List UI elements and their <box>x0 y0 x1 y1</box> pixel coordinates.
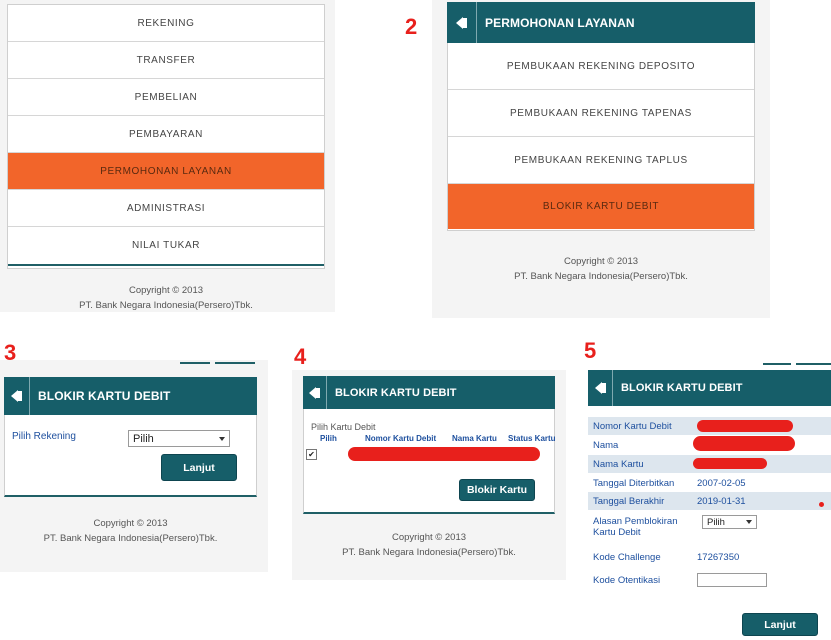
step-number-2: 2 <box>405 14 418 39</box>
copyright-line: Copyright © 2013 <box>93 518 168 529</box>
step-number-5: 5 <box>584 338 597 363</box>
chevron-down-icon <box>746 520 752 524</box>
menu-item-deposito[interactable]: PEMBUKAAN REKENING DEPOSITO <box>448 43 754 90</box>
nama-label: Nama <box>593 440 619 451</box>
menu-item-administrasi[interactable]: ADMINISTRASI <box>8 190 324 227</box>
main-menu <box>7 4 325 269</box>
redacted-nama-kartu <box>693 458 767 469</box>
step-number-3: 3 <box>4 340 17 365</box>
copyright-3 <box>4 516 257 546</box>
chevron-down-icon <box>219 437 225 441</box>
alasan-select[interactable] <box>702 515 757 529</box>
copyright-2 <box>447 254 755 284</box>
kode-challenge-label: Kode Challenge <box>593 552 661 563</box>
col-nomor-kartu: Nomor Kartu Debit <box>365 434 437 443</box>
redacted-nomor-kartu <box>697 420 793 432</box>
page-title: PERMOHONAN LAYANAN <box>485 15 635 30</box>
kode-challenge-value: 17267350 <box>697 552 740 563</box>
copyright-4 <box>303 530 555 560</box>
menu-item-permohonan-layanan[interactable]: PERMOHONAN LAYANAN <box>8 153 324 190</box>
permohonan-header <box>447 2 755 43</box>
select-value: Pilih <box>133 432 154 445</box>
menu-item-pembelian[interactable]: PEMBELIAN <box>8 79 324 116</box>
menu-item-tapenas[interactable]: PEMBUKAAN REKENING TAPENAS <box>448 90 754 137</box>
section-title: Pilih Kartu Debit <box>311 422 376 432</box>
select-value: Pilih <box>707 516 725 528</box>
permohonan-menu <box>447 43 755 231</box>
menu-item-pembayaran[interactable]: PEMBAYARAN <box>8 116 324 153</box>
page-title: BLOKIR KARTU DEBIT <box>335 386 457 399</box>
copyright-line: Copyright © 2013 <box>563 256 639 267</box>
back-button[interactable] <box>588 370 613 406</box>
menu-item-blokir-kartu-debit[interactable]: BLOKIR KARTU DEBIT <box>448 184 754 229</box>
redacted-card-row <box>348 447 540 461</box>
redacted-nama <box>693 436 795 451</box>
menu-bottom-bar <box>8 264 324 266</box>
blokir-header-5 <box>588 370 831 406</box>
page-title: BLOKIR KARTU DEBIT <box>621 382 743 394</box>
top-tab-stub <box>796 363 831 365</box>
col-pilih: Pilih <box>320 434 337 443</box>
menu-item-nilai-tukar[interactable]: NILAI TUKAR <box>8 227 324 264</box>
copyright-1 <box>7 283 325 313</box>
back-arrow-icon <box>309 387 320 399</box>
copyright-line: Copyright © 2013 <box>391 532 467 543</box>
menu-item-taplus[interactable]: PEMBUKAAN REKENING TAPLUS <box>448 137 754 184</box>
tanggal-berakhir-value: 2019-01-31 <box>697 496 746 507</box>
blokir-header-3 <box>4 377 257 415</box>
company-line: PT. Bank Negara Indonesia(Persero)Tbk. <box>43 533 218 544</box>
tanggal-berakhir-label: Tanggal Berakhir <box>593 496 665 507</box>
blokir-kartu-button[interactable]: Blokir Kartu <box>459 479 535 501</box>
tanggal-diterbitkan-label: Tanggal Diterbitkan <box>593 478 675 489</box>
checkmark-icon: ✔ <box>308 450 315 459</box>
nomor-kartu-label: Nomor Kartu Debit <box>593 421 672 432</box>
alasan-pemblokiran-label: Alasan Pemblokiran Kartu Debit <box>593 516 678 538</box>
back-arrow-icon <box>11 390 22 402</box>
company-line: PT. Bank Negara Indonesia(Persero)Tbk. <box>79 300 253 311</box>
copyright-line: Copyright © 2013 <box>128 285 204 296</box>
top-tab-stub <box>180 362 210 364</box>
top-tab-stub <box>763 363 791 365</box>
step-number-4: 4 <box>294 344 307 369</box>
back-button[interactable] <box>4 377 30 415</box>
lanjut-button[interactable]: Lanjut <box>742 613 818 636</box>
back-button[interactable] <box>447 2 477 43</box>
card-checkbox[interactable] <box>306 449 317 460</box>
back-arrow-icon <box>456 17 467 29</box>
rekening-select[interactable] <box>128 430 230 447</box>
back-arrow-icon <box>595 382 606 394</box>
nama-kartu-label: Nama Kartu <box>593 459 644 470</box>
lanjut-button[interactable]: Lanjut <box>161 454 237 481</box>
col-nama-kartu: Nama Kartu <box>452 434 497 443</box>
company-line: PT. Bank Negara Indonesia(Persero)Tbk. <box>342 547 516 558</box>
page-title: BLOKIR KARTU DEBIT <box>38 389 171 403</box>
company-line: PT. Bank Negara Indonesia(Persero)Tbk. <box>514 271 688 282</box>
blokir-header-4 <box>303 376 555 409</box>
kode-otentikasi-label: Kode Otentikasi <box>593 575 661 586</box>
tanggal-diterbitkan-value: 2007-02-05 <box>697 478 746 489</box>
menu-item-rekening[interactable]: REKENING <box>8 5 324 42</box>
pilih-rekening-label: Pilih Rekening <box>12 431 76 442</box>
menu-item-transfer[interactable]: TRANSFER <box>8 42 324 79</box>
top-tab-stub <box>215 362 255 364</box>
red-dot-marker <box>819 502 824 507</box>
col-status-kartu: Status Kartu <box>508 434 556 443</box>
back-button[interactable] <box>303 376 327 409</box>
kode-otentikasi-input[interactable] <box>697 573 767 587</box>
